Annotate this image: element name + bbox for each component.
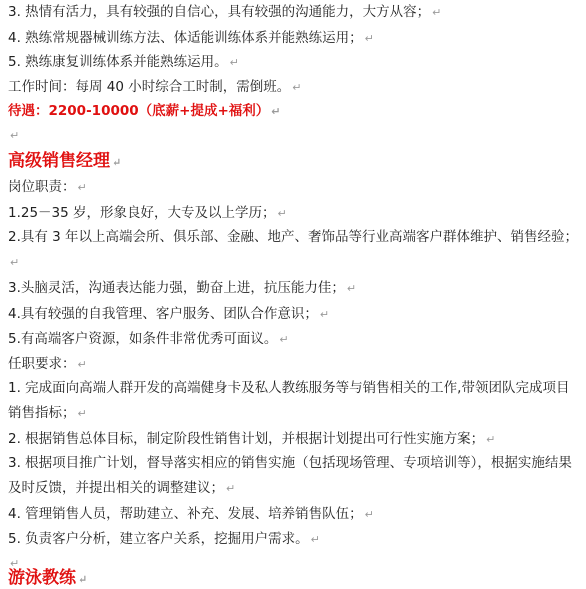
paragraph-mark: ↵ <box>279 333 289 346</box>
paragraph-mark: ↵ <box>112 156 122 169</box>
requirement-5: 5. 熟练康复训练体系并能熟练运用。 ↵ <box>8 54 239 70</box>
paragraph-mark: ↵ <box>77 407 87 420</box>
paragraph-mark: ↵ <box>364 508 374 521</box>
paragraph-mark: ↵ <box>78 573 88 586</box>
paragraph-mark: ↵ <box>77 181 87 194</box>
requirement-item-3: 3. 根据项目推广计划，督导落实相应的销售实施（包括现场管理、专项培训等），根据实施结果及时反馈，并提出相关的调整建议； ↵ <box>8 455 572 496</box>
requirement-item-5: 5. 负责客户分析，建立客户关系，挖掘用户需求。 ↵ <box>8 531 320 547</box>
blank-line <box>8 126 580 145</box>
requirement-item-1: 1. 完成面向高端人群开发的高端健身卡及私人教练服务等与销售相关的工作,带领团队完成项目销售指标； ↵ <box>8 380 570 421</box>
paragraph-mark: ↵ <box>10 256 20 269</box>
paragraph-mark: ↵ <box>486 433 496 446</box>
paragraph-mark: ↵ <box>229 56 239 69</box>
requirement-3: 3. 热情有活力，具有较强的自信心，具有较强的沟通能力，大方从容； ↵ <box>8 4 442 20</box>
paragraph-mark: ↵ <box>277 207 287 220</box>
requirement-item-2: 2. 根据销售总体目标，制定阶段性销售计划，并根据计划提出可行性实施方案； ↵ <box>8 431 496 447</box>
duty-3: 3.头脑灵活，沟通表达能力强，勤奋上进，抗压能力佳； ↵ <box>8 280 357 296</box>
paragraph-mark: ↵ <box>226 482 236 495</box>
paragraph-mark: ↵ <box>77 358 87 371</box>
paragraph-mark: ↵ <box>10 129 20 142</box>
duty-5: 5.有高端客户资源，如条件非常优秀可面议。 ↵ <box>8 331 289 347</box>
duty-4: 4.具有较强的自我管理、客户服务、团队合作意识； ↵ <box>8 306 330 322</box>
duty-1: 1.25－35 岁，形象良好，大专及以上学历； ↵ <box>8 205 287 221</box>
paragraph-mark: ↵ <box>432 6 442 19</box>
duties-label: 岗位职责： ↵ <box>8 179 87 195</box>
requirement-item-4: 4. 管理销售人员，帮助建立、补充、发展、培养销售队伍； ↵ <box>8 506 374 522</box>
section-heading-senior-sales-manager: 高级销售经理 ↵ <box>8 151 122 171</box>
section-heading-swim-coach: 游泳教练 ↵ <box>8 568 88 588</box>
requirements-label: 任职要求： ↵ <box>8 356 87 372</box>
requirement-4: 4. 熟练常规器械训练方法、体适能训练体系并能熟练运用； ↵ <box>8 30 374 46</box>
paragraph-mark: ↵ <box>10 557 20 570</box>
paragraph-mark: ↵ <box>310 533 320 546</box>
paragraph-mark: ↵ <box>364 32 374 45</box>
paragraph-mark: ↵ <box>271 105 281 118</box>
work-hours: 工作时间：每周 40 小时综合工时制，需倒班。 ↵ <box>8 79 302 95</box>
paragraph-mark: ↵ <box>319 308 330 321</box>
duty-2: 2.具有 3 年以上高端会所、俱乐部、金融、地产、奢饰品等行业高端客户群体维护、销售经验；↵ <box>8 229 579 269</box>
salary-line: 待遇：2200-10000（底薪+提成+福利） ↵ <box>8 103 281 119</box>
paragraph-mark: ↵ <box>346 282 357 295</box>
paragraph-mark: ↵ <box>292 81 302 94</box>
